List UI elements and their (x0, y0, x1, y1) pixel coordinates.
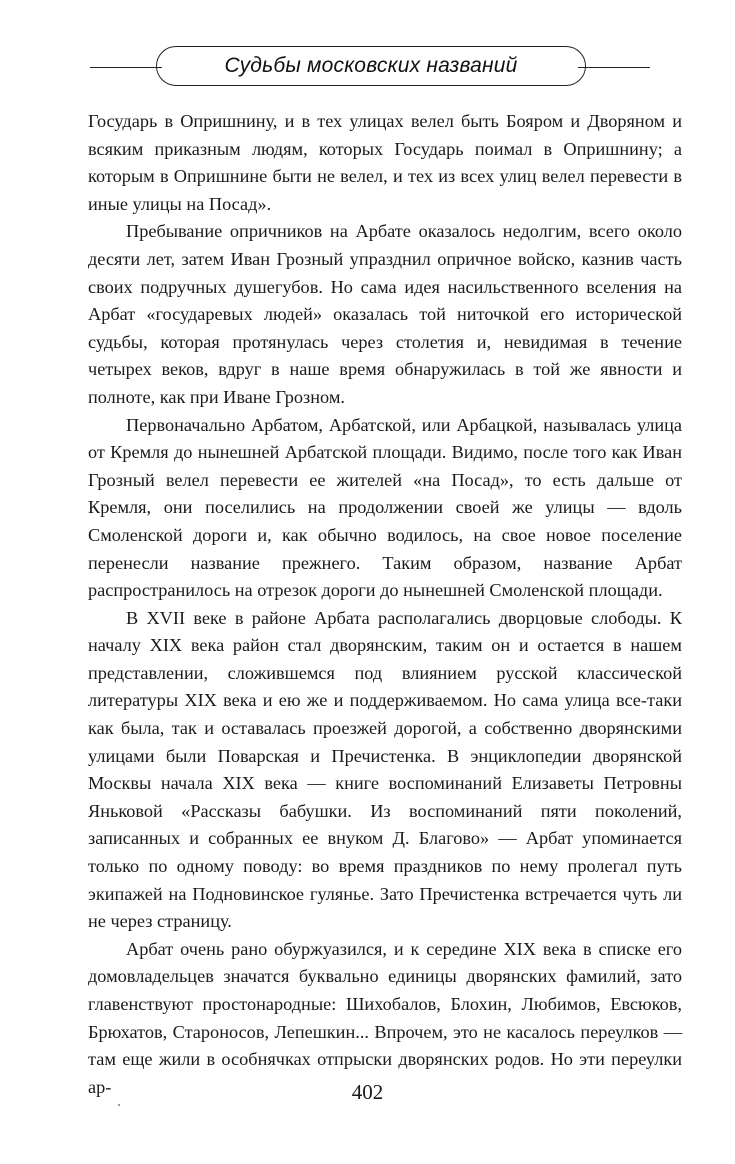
paragraph: В XVII веке в районе Арбата располагались дворцовые слободы. К началу XIX века район стал дворянским, таким он и остается в нашем представлении, сложившемся под влиянием русской классической литературы XIX века и ею же и поддерживаемом. Но сама улица все-таки как была, так и оставалась проезжей дорогой, а собственно дворянскими улицами были Поварская и Пречистенка. В энциклопедии дворянской Москвы начала XIX века — книге воспоминаний Елизаветы Петровны Яньковой «Рассказы бабушки. Из воспоминаний пяти поколений, записанных и собранных ее внуком Д. Благово» — Арбат упоминается только по одному поводу: во время праздников по нему пролегал путь экипажей на Подновинское гулянье. Зато Пречистенка встречается чуть ли не через страницу. (88, 607, 682, 932)
paragraph: Арбат очень рано обуржуазился, и к середине XIX века в списке его домовладельцев значатся буквально единицы дворянских фамилий, зато главенствуют простонародные: Шихобалов, Блохин, Любимов, Евсюков, Брюхатов, Староносов, Лепешкин... Впрочем, это не касалось переулков — там еще жили в особнячках отпрыски дворянских родов. Но эти переулки ар- (88, 938, 682, 1097)
paragraph-continued: Государь в Опришнину, и в тех улицах велел быть Бояром и Дворяном и всяким приказным людям, которых Государь поимал в Опришнину; а которым в Опришнине быти не велел, и тех из всех улиц велел перевести в иные улицы на Посад». (88, 111, 682, 214)
header-title: Судьбы московских названий (224, 54, 518, 77)
print-speck (118, 1104, 120, 1106)
header-capsule (156, 46, 586, 86)
page-number: 402 (351, 1080, 384, 1104)
header-rule-left (90, 67, 162, 68)
header-rule-right (578, 67, 650, 68)
running-header (90, 46, 650, 90)
body-text (88, 108, 682, 1101)
paragraph: Пребывание опричников на Арбате оказалось недолгим, всего около десяти лет, затем Иван Грозный упразднил опричное войско, казнив часть своих подручных душегубов. Но сама идея насильственного вселения на Арбат «государевых людей» оказалась той ниточкой его исторической судьбы, которая протянулась через столетия и, невидимая в течение четырех веков, вдруг в наше время обнаружилась в той же явности и полноте, как при Иване Грозном. (88, 221, 682, 407)
paragraph: Первоначально Арбатом, Арбатской, или Арбацкой, называлась улица от Кремля до нынешней Арбатской площади. Видимо, после того как Иван Грозный велел перевести ее жителей «на Посад», то есть дальше от Кремля, они поселились на продолжении своей же улицы — вдоль Смоленской дороги и, как обычно водилось, на свое новое поселение перенесли название прежнего. Таким образом, название Арбат распространилось на отрезок дороги до нынешней Смоленской площади. (88, 414, 682, 601)
